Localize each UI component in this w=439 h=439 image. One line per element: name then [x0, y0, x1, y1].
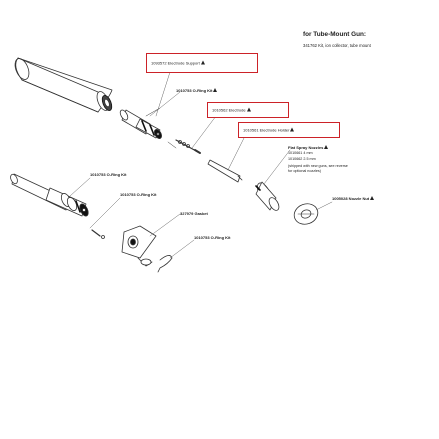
warning-triangle-icon [324, 145, 328, 149]
gun-body-tube [12, 57, 113, 113]
oring-small [92, 230, 100, 236]
nozzles-title: Flat Spray Nozzles [288, 145, 328, 150]
nozzle-nut-part [291, 200, 320, 227]
callout-oring-1: 1010753 O-Ring Kit [176, 88, 217, 93]
gun-body-secondary [9, 173, 90, 217]
warning-triangle-icon [370, 196, 374, 200]
gasket-part [122, 226, 156, 266]
callout-electrode [207, 102, 289, 118]
header-title: for Tube-Mount Gun: [303, 31, 367, 38]
warning-triangle-icon [247, 108, 251, 112]
callout-electrode-support [146, 53, 258, 73]
callout-electrode-support-label: 1093572 Electrode Support [151, 61, 205, 66]
callout-oring-2: 1010753 O-Ring Kit [90, 172, 127, 177]
callout-electrode-holder [238, 122, 340, 138]
warning-triangle-icon [213, 88, 217, 92]
callout-oring-4: 1010753 O-Ring Kit [194, 235, 231, 240]
callout-nozzle-nut: 1005028 Nozzle Nut [332, 196, 374, 201]
callout-electrode-holder-label: 1010561 Electrode Holder [243, 128, 294, 133]
electrode-holder-part [208, 160, 242, 182]
warning-triangle-icon [290, 128, 294, 132]
nozzles-note-2: for optional nozzles) [288, 169, 322, 173]
nozzle-assembly-part [255, 181, 281, 212]
callout-electrode-label: 1010562 Electrode [212, 108, 251, 113]
nozzles-line-1: 1010661 4 mm [288, 151, 313, 155]
header-kit: 341762 Kit, ion collector, tube mount [303, 43, 371, 48]
callout-gasket: 327979 Gasket [180, 211, 208, 216]
nozzles-line-2: 1010662 2.5 mm [288, 157, 316, 161]
nozzles-note-1: (shipped with new guns, see reverse [288, 164, 348, 168]
callout-oring-3: 1010753 O-Ring Kit [120, 192, 157, 197]
warning-triangle-icon [201, 61, 205, 65]
